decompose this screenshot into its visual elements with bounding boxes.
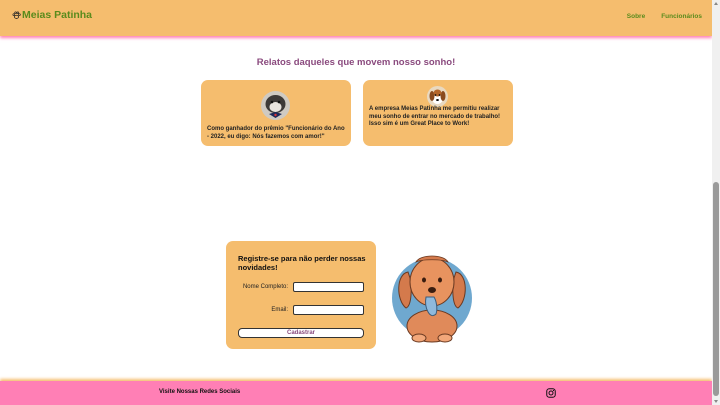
testimonial-quote: Como ganhador do prêmio "Funcionário do Ano - 2022, eu digo: Nós fazemos com amor!"	[207, 126, 345, 140]
avatar	[261, 91, 290, 120]
signup-form	[226, 241, 376, 349]
name-field[interactable]	[293, 282, 364, 292]
testimonials-title: Relatos daqueles que movem nosso sonho!	[256, 57, 456, 68]
footer-text: Visite Nossas Redes Sociais	[159, 389, 241, 395]
nav-funcionarios-link[interactable]: Funcionários	[661, 13, 702, 20]
paw-icon	[12, 11, 21, 20]
email-field[interactable]	[293, 305, 364, 315]
instagram-icon[interactable]	[546, 388, 556, 398]
name-label: Nome Completo:	[242, 284, 288, 290]
avatar	[427, 86, 448, 107]
page-scrollbar[interactable]	[712, 0, 720, 405]
scroll-up-icon[interactable]	[714, 2, 718, 5]
site-footer	[0, 381, 712, 405]
submit-button[interactable]: Cadastrar	[238, 328, 364, 338]
dog-illustration	[388, 250, 478, 345]
testimonial-card	[201, 80, 351, 146]
email-label: Email:	[271, 307, 288, 313]
scrollbar-thumb[interactable]	[713, 182, 719, 396]
testimonial-quote: A empresa Meias Patinha me permitiu realizar meu sonho de entrar no mercado de trabalho! Isso sim é um Great Place to Work!	[369, 106, 501, 127]
signup-title: Registre-se para não perder nossas novidades!	[238, 254, 366, 273]
main-nav	[627, 13, 702, 20]
nav-sobre-link[interactable]: Sobre	[626, 13, 646, 20]
logo-link[interactable]	[12, 9, 92, 21]
scroll-down-icon[interactable]	[714, 400, 718, 403]
testimonial-card	[363, 80, 513, 146]
logo-text: Meias Patinha	[22, 9, 93, 21]
site-header	[0, 0, 712, 36]
